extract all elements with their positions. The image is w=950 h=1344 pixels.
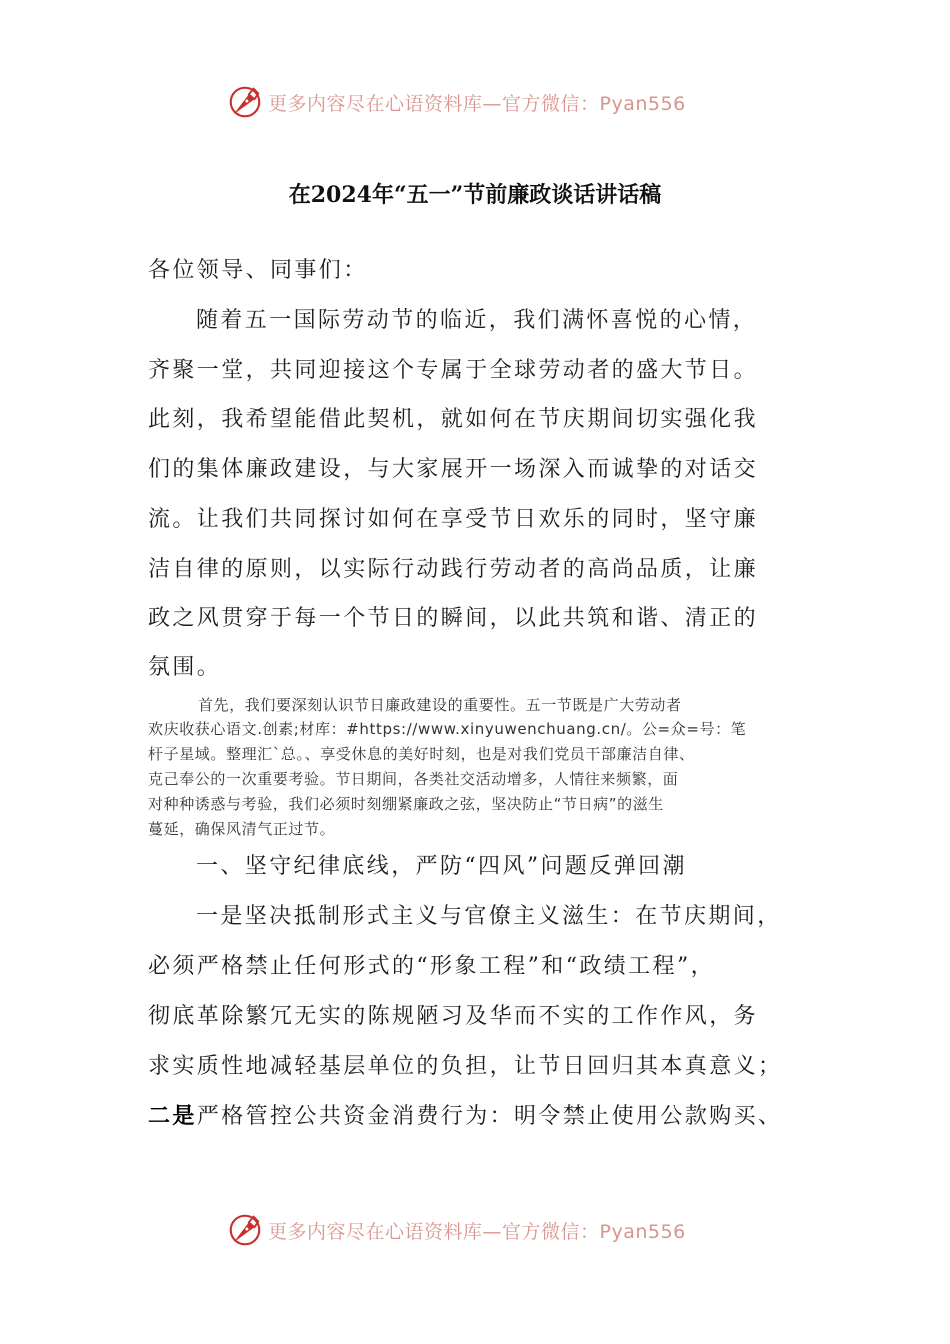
- small-paragraph-line: 杆子星域。整理汇`总。、享受休息的美好时刻，也是对我们党员干部廉洁自律、: [148, 745, 695, 763]
- small-paragraph-line: 蔓延，确保风清气正过节。: [148, 820, 336, 838]
- small-paragraph-line: 克己奉公的一次重要考验。节日期间，各类社交活动增多，人情往来频繁，面: [148, 770, 679, 788]
- paragraph-line: 氛围。: [148, 655, 222, 680]
- paragraph-line: 政之风贯穿于每一个节日的瞬间，以此共筑和谐、清正的: [148, 606, 759, 631]
- small-paragraph-line: 首先，我们要深刻认识节日廉政建设的重要性。五一节既是广大劳动者: [198, 696, 682, 714]
- pen-nib-logo-icon: [226, 83, 264, 121]
- paragraph-line: 们的集体廉政建设，与大家展开一场深入而诚挚的对话交: [148, 457, 759, 482]
- salutation: 各位领导、同事们：: [148, 258, 368, 283]
- bold-lead: 二是: [148, 1103, 197, 1129]
- paragraph-line: 求实质性地减轻基层单位的负担，让节日回归其本真意义；: [148, 1054, 783, 1079]
- banner-text: 更多内容尽在心语资料库—官方微信：Pyan556: [268, 92, 686, 115]
- document-title: 在2024年“五一”节前廉政谈话讲话稿: [288, 182, 662, 208]
- paragraph-line: 必须严格禁止任何形式的“形象工程”和“政绩工程”，: [148, 954, 715, 979]
- header-banner: [226, 82, 686, 122]
- paragraph-line: 随着五一国际劳动节的临近，我们满怀喜悦的心情，: [196, 308, 758, 333]
- paragraph-line: 流。让我们共同探讨如何在享受节日欢乐的同时，坚守廉: [148, 507, 759, 532]
- small-paragraph-line: 对种种诱惑与考验，我们必须时刻绷紧廉政之弦，坚决防止“节日病”的滋生: [148, 795, 664, 813]
- pen-nib-logo-icon: [226, 1211, 264, 1249]
- paragraph-line: 洁自律的原则，以实际行动践行劳动者的高尚品质，让廉: [148, 557, 759, 582]
- paragraph-line: 彻底革除繁冗无实的陈规陋习及华而不实的工作作风，务: [148, 1004, 759, 1029]
- paragraph-line: 齐聚一堂，共同迎接这个专属于全球劳动者的盛大节日。: [148, 358, 759, 383]
- paragraph-line: 此刻，我希望能借此契机，就如何在节庆期间切实强化我: [148, 407, 759, 432]
- paragraph-line: [148, 1101, 782, 1132]
- section-heading: 一、坚守纪律底线，严防“四风”问题反弹回潮: [196, 854, 687, 879]
- footer-banner: [226, 1210, 686, 1250]
- line-text: 严格管控公共资金消费行为：明令禁止使用公款购买、: [196, 1104, 783, 1129]
- small-paragraph-line: 欢庆收获心语文.创素;材库：#https://www.xinyuwenchuang.cn/。公=众=号：笔: [148, 720, 747, 738]
- paragraph-line: 一是坚决抵制形式主义与官僚主义滋生：在节庆期间，: [196, 904, 782, 929]
- banner-text: 更多内容尽在心语资料库—官方微信：Pyan556: [268, 1220, 686, 1243]
